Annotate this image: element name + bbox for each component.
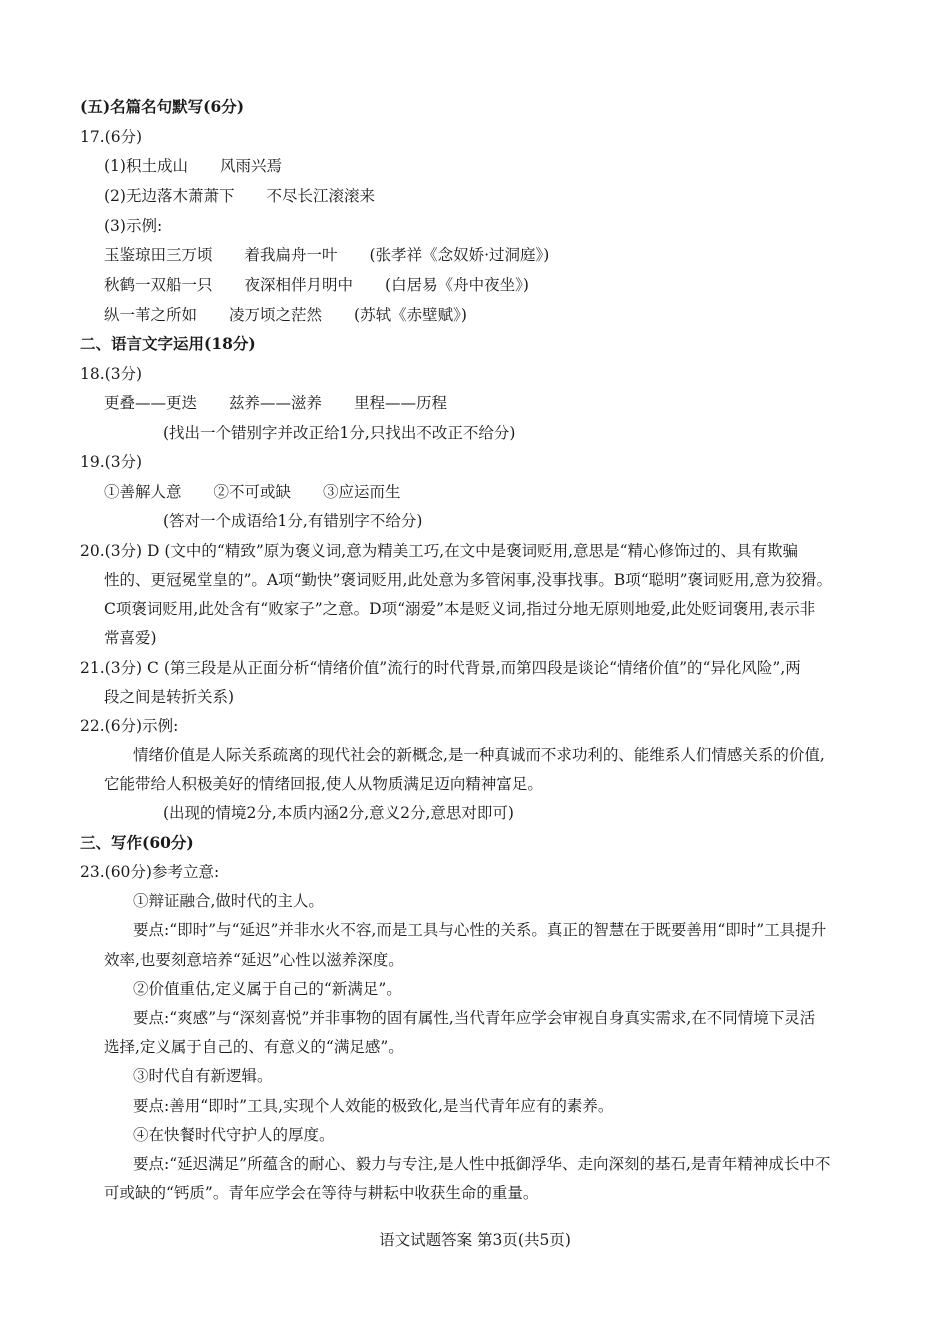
q19-title: 19.(3分) xyxy=(80,453,143,471)
q20-line-3: C项褒词贬用,此处含有“败家子”之意。D项“溺爱”本是贬义词,指过分地无原则地爱,此处贬词褒用,表示非 xyxy=(104,600,816,618)
q23-point-2: ②价值重估,定义属于自己的“新满足”。 xyxy=(133,980,402,998)
q21-line-2: 段之间是转折关系) xyxy=(104,688,235,706)
q22-line-1: 情绪价值是人际关系疏离的现代社会的新概念,是一种真诚而不求功利的、能维系人们情感关系的价值, xyxy=(133,746,825,764)
q18-title: 18.(3分) xyxy=(80,365,143,383)
q23-title: 23.(60分)参考立意: xyxy=(80,863,220,881)
q23-point-4: ④在快餐时代守护人的厚度。 xyxy=(133,1126,335,1144)
q23-point-3: ③时代自有新逻辑。 xyxy=(133,1067,273,1085)
q23-point-4-b: 可或缺的“钙质”。青年应学会在等待与耕耘中收获生命的重量。 xyxy=(104,1184,539,1202)
q23-point-1-b: 效率,也要刻意培养“延迟”心性以滋养深度。 xyxy=(104,951,404,969)
section-heading-5: (五)名篇名句默写(6分) xyxy=(80,97,245,116)
page-footer: 语文试题答案 第3页(共5页) xyxy=(379,1231,571,1249)
q20-line-1: 20.(3分) D (文中的“精致”原为褒义词,意为精美工巧,在文中是褒词贬用,意思是“精心修饰过的、具有欺骗 xyxy=(80,542,798,560)
q23-point-3-a: 要点:善用“即时”工具,实现个人效能的极致化,是当代青年应有的素养。 xyxy=(133,1097,614,1115)
q22-note: (出现的情境2分,本质内涵2分,意义2分,意思对即可) xyxy=(163,804,514,822)
q20-line-4: 常喜爱) xyxy=(104,629,157,647)
q19-answers: ①善解人意 ②不可或缺 ③应运而生 xyxy=(104,483,401,501)
q20-line-2: 性的、更冠冕堂皇的”。A项“勤快”褒词贬用,此处意为多管闲事,没事找事。B项“聪明”褒词贬用,意为狡猾。 xyxy=(104,571,832,589)
q17-example-2: 秋鹤一双船一只 夜深相伴月明中 (白居易《舟中夜坐》) xyxy=(104,276,529,294)
q17-answer-3: (3)示例: xyxy=(104,217,163,235)
q23-point-1-a: 要点:“即时”与“延迟”并非水火不容,而是工具与心性的关系。真正的智慧在于既要善用“即时”工具提升 xyxy=(133,921,827,939)
q17-answer-1: (1)积土成山 风雨兴焉 xyxy=(104,157,282,175)
q19-note: (答对一个成语给1分,有错别字不给分) xyxy=(163,512,423,530)
q17-answer-2: (2)无边落木萧萧下 不尽长江滚滚来 xyxy=(104,187,375,205)
q23-point-2-a: 要点:“爽感”与“深刻喜悦”并非事物的固有属性,当代青年应学会审视自身真实需求,在不同情境下灵活 xyxy=(133,1009,816,1027)
q22-title: 22.(6分)示例: xyxy=(80,717,179,735)
q17-title: 17.(6分) xyxy=(80,128,143,146)
q17-example-1: 玉鉴琼田三万顷 着我扁舟一叶 (张孝祥《念奴娇·过洞庭》) xyxy=(104,246,550,264)
q17-example-3: 纵一苇之所如 凌万顷之茫然 (苏轼《赤壁赋》) xyxy=(104,306,467,324)
section-heading-3: 三、写作(60分) xyxy=(80,833,194,852)
q23-point-4-a: 要点:“延迟满足”所蕴含的耐心、毅力与专注,是人性中抵御浮华、走向深刻的基石,是青年精神成长中不 xyxy=(133,1155,831,1173)
q18-note: (找出一个错别字并改正给1分,只找出不改正不给分) xyxy=(163,424,516,442)
q23-point-2-b: 选择,定义属于自己的、有意义的“满足感”。 xyxy=(104,1038,404,1056)
q22-line-2: 它能带给人积极美好的情绪回报,使人从物质满足迈向精神富足。 xyxy=(104,775,543,793)
q21-line-1: 21.(3分) C (第三段是从正面分析“情绪价值”流行的时代背景,而第四段是谈论“情绪价值”的“异化风险”,两 xyxy=(80,659,801,677)
q23-point-1: ①辩证融合,做时代的主人。 xyxy=(133,892,324,910)
q18-answers: 更叠——更迭 兹养——滋养 里程——历程 xyxy=(104,394,448,412)
section-heading-2: 二、语言文字运用(18分) xyxy=(80,334,256,353)
